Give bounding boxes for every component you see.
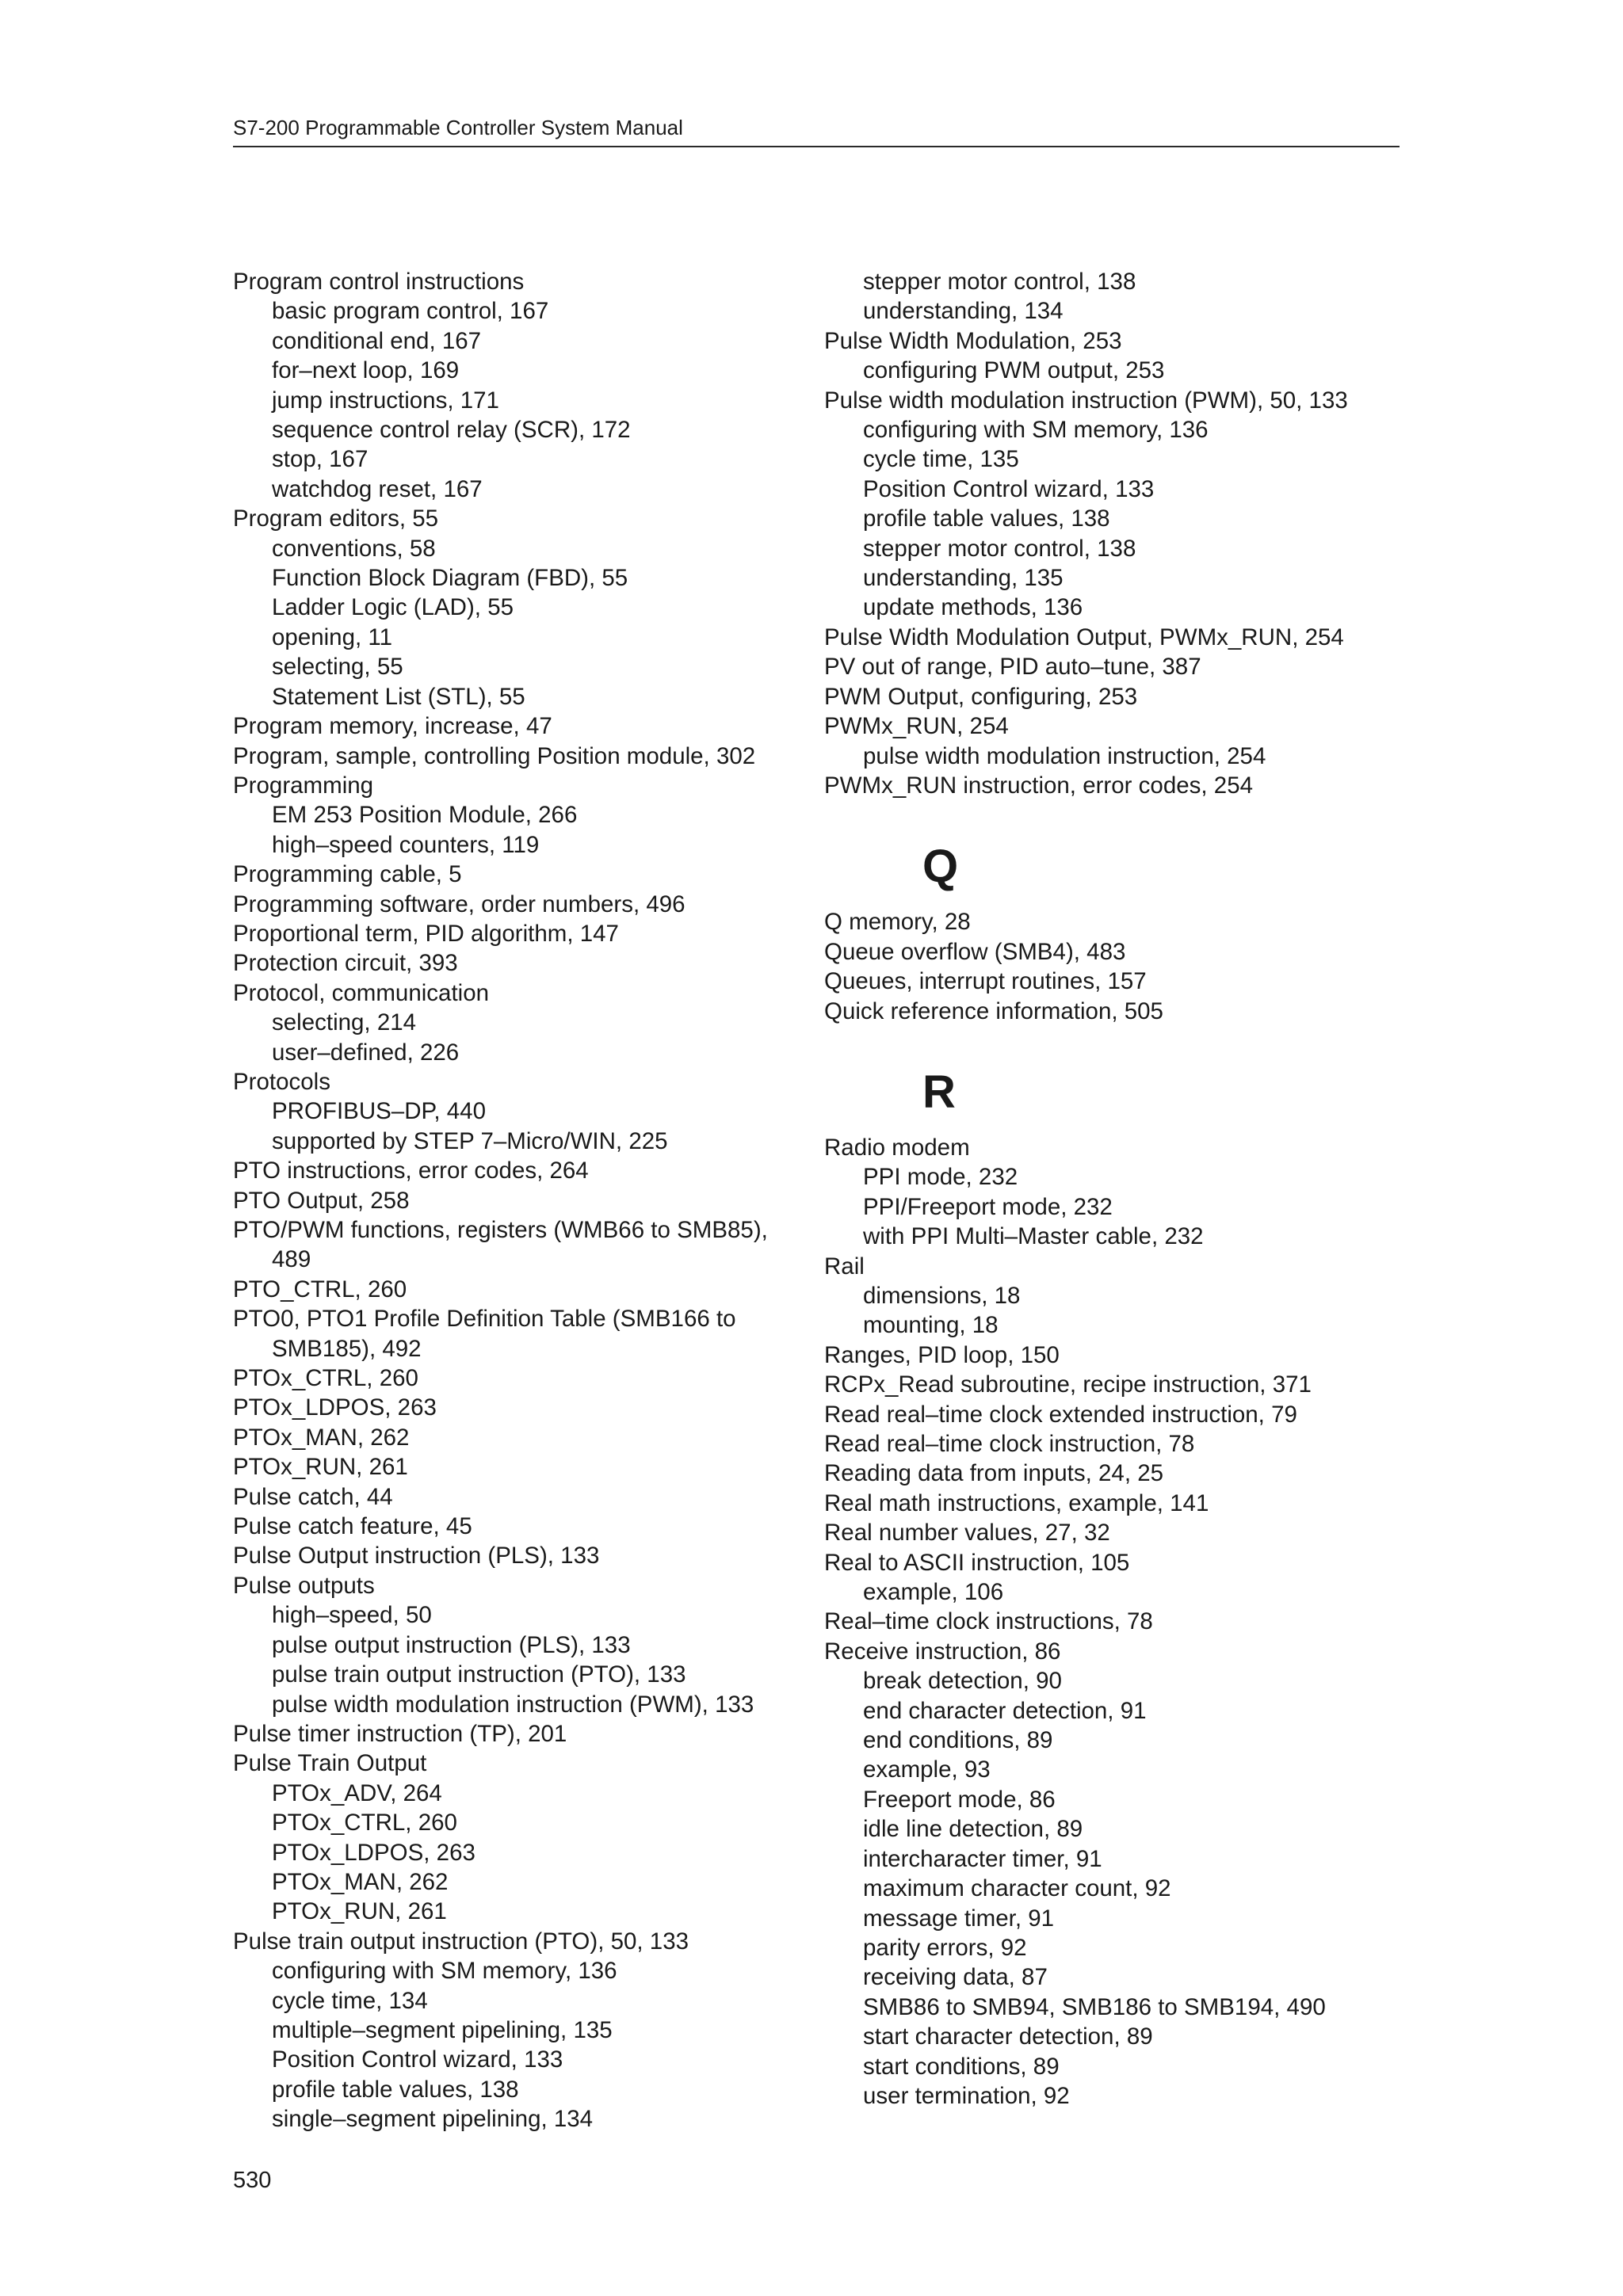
index-entry-continuation: 489 (272, 1246, 311, 1273)
index-entry: Program control instructions (233, 269, 525, 295)
index-subentry: understanding, 135 (863, 565, 1064, 592)
index-entry: RCPx_Read subroutine, recipe instruction, 371 (824, 1371, 1312, 1398)
index-subentry: dimensions, 18 (863, 1282, 1021, 1309)
index-entry: Pulse Width Modulation Output, PWMx_RUN, 254 (824, 624, 1344, 650)
index-subentry: profile table values, 138 (272, 2076, 519, 2103)
index-entry: Pulse width modulation instruction (PWM), 50, 133 (824, 387, 1348, 414)
index-subentry: PROFIBUS–DP, 440 (272, 1098, 486, 1125)
index-entry: Real to ASCII instruction, 105 (824, 1549, 1130, 1576)
index-entry: PWMx_RUN instruction, error codes, 254 (824, 772, 1254, 799)
index-entry: Receive instruction, 86 (824, 1638, 1061, 1665)
index-subentry: pulse train output instruction (PTO), 133 (272, 1661, 686, 1688)
index-subentry: PTOx_MAN, 262 (272, 1868, 449, 1895)
index-subentry: configuring PWM output, 253 (863, 357, 1165, 384)
index-subentry: user termination, 92 (863, 2082, 1070, 2109)
index-entry: Q memory, 28 (824, 909, 971, 936)
index-subentry: intercharacter timer, 91 (863, 1845, 1102, 1872)
index-subentry: Ladder Logic (LAD), 55 (272, 594, 514, 621)
index-subentry: cycle time, 135 (863, 446, 1019, 473)
index-subentry: maximum character count, 92 (863, 1875, 1171, 1902)
index-entry: Program, sample, controlling Position module, 302 (233, 742, 756, 769)
index-entry: Programming (233, 772, 374, 799)
index-subentry: conventions, 58 (272, 535, 436, 562)
index-entry: Protocols (233, 1068, 330, 1095)
index-subentry: high–speed counters, 119 (272, 831, 540, 858)
index-subentry: Function Block Diagram (FBD), 55 (272, 565, 628, 592)
index-group-q (824, 907, 1411, 1026)
index-entry-continuation: SMB185), 492 (272, 1335, 422, 1362)
index-subentry: PTOx_CTRL, 260 (272, 1810, 457, 1836)
index-subentry: watchdog reset, 167 (272, 475, 483, 502)
index-subentry: message timer, 91 (863, 1905, 1055, 1932)
index-entry: Ranges, PID loop, 150 (824, 1341, 1060, 1368)
index-entry: Read real–time clock instruction, 78 (824, 1431, 1195, 1457)
index-subentry: PPI/Freeport mode, 232 (863, 1193, 1113, 1220)
index-entry: PWMx_RUN, 254 (824, 713, 1009, 740)
index-entry: PTO_CTRL, 260 (233, 1276, 407, 1302)
index-subentry: stepper motor control, 138 (863, 535, 1136, 562)
index-subentry: PPI mode, 232 (863, 1164, 1018, 1191)
index-subentry: user–defined, 226 (272, 1039, 460, 1066)
index-group-p-continued (824, 267, 1411, 800)
index-subentry: PTOx_LDPOS, 263 (272, 1839, 475, 1866)
index-entry: PTO Output, 258 (233, 1187, 410, 1214)
index-subentry: profile table values, 138 (863, 505, 1110, 532)
index-entry: Queue overflow (SMB4), 483 (824, 938, 1126, 965)
index-entry: PTO0, PTO1 Profile Definition Table (SMB166 to (233, 1306, 736, 1333)
index-subentry: receiving data, 87 (863, 1964, 1048, 1991)
page-number: 530 (233, 2168, 272, 2193)
index-subentry: start character detection, 89 (863, 2023, 1153, 2050)
index-subentry: stepper motor control, 138 (863, 269, 1136, 295)
index-subentry: Statement List (STL), 55 (272, 683, 525, 710)
index-subentry: pulse output instruction (PLS), 133 (272, 1631, 631, 1658)
index-entry: Queues, interrupt routines, 157 (824, 968, 1147, 995)
index-entry: Pulse Width Modulation, 253 (824, 327, 1122, 354)
index-subentry: pulse width modulation instruction, 254 (863, 742, 1266, 769)
index-subentry: selecting, 214 (272, 1009, 417, 1036)
index-subentry: configuring with SM memory, 136 (863, 417, 1209, 444)
index-entry: Read real–time clock extended instruction, 79 (824, 1401, 1297, 1428)
index-group-r (824, 1133, 1411, 2111)
index-entry: Pulse Train Output (233, 1750, 427, 1777)
section-letter-q: Q (922, 841, 959, 893)
index-subentry: for–next loop, 169 (272, 357, 460, 384)
index-subentry: parity errors, 92 (863, 1934, 1027, 1961)
index-entry: Pulse timer instruction (TP), 201 (233, 1720, 567, 1747)
index-entry: PTO instructions, error codes, 264 (233, 1158, 589, 1184)
index-subentry: supported by STEP 7–Micro/WIN, 225 (272, 1127, 668, 1154)
index-entry: Program memory, increase, 47 (233, 713, 552, 740)
index-subentry: example, 93 (863, 1756, 991, 1783)
index-subentry: PTOx_ADV, 264 (272, 1779, 442, 1806)
index-entry: Pulse catch feature, 45 (233, 1513, 472, 1540)
index-entry: Real number values, 27, 32 (824, 1520, 1110, 1547)
index-entry: PWM Output, configuring, 253 (824, 683, 1138, 710)
index-entry: Protection circuit, 393 (233, 950, 458, 977)
index-subentry: Position Control wizard, 133 (863, 475, 1155, 502)
index-entry: Programming cable, 5 (233, 861, 462, 888)
index-entry: Rail (824, 1253, 865, 1280)
index-subentry: basic program control, 167 (272, 298, 549, 325)
index-entry: Pulse train output instruction (PTO), 50, 133 (233, 1928, 689, 1955)
index-subentry: mounting, 18 (863, 1312, 999, 1339)
index-subentry: conditional end, 167 (272, 327, 482, 354)
index-entry: Programming software, order numbers, 496 (233, 891, 685, 917)
section-letter-r: R (922, 1066, 956, 1118)
index-subentry: pulse width modulation instruction (PWM), 133 (272, 1691, 754, 1718)
index-entry: Pulse catch, 44 (233, 1483, 393, 1510)
index-entry: PTOx_MAN, 262 (233, 1424, 410, 1451)
index-entry: Radio modem (824, 1134, 970, 1161)
index-subentry: configuring with SM memory, 136 (272, 1958, 617, 1985)
index-subentry: end character detection, 91 (863, 1697, 1147, 1724)
index-entry: Real–time clock instructions, 78 (824, 1608, 1153, 1635)
index-entry: PTO/PWM functions, registers (WMB66 to SMB85), (233, 1217, 768, 1243)
document-title: S7-200 Programmable Controller System Manual (233, 116, 683, 139)
index-subentry: update methods, 136 (863, 594, 1083, 621)
index-subentry: stop, 167 (272, 446, 369, 473)
index-subentry: multiple–segment pipelining, 135 (272, 2016, 613, 2043)
index-subentry: SMB86 to SMB94, SMB186 to SMB194, 490 (863, 1993, 1326, 2020)
index-entry: Program editors, 55 (233, 505, 439, 532)
index-subentry: end conditions, 89 (863, 1727, 1053, 1754)
index-entry: Pulse outputs (233, 1572, 375, 1599)
index-subentry: idle line detection, 89 (863, 1816, 1083, 1843)
index-entry: PTOx_CTRL, 260 (233, 1365, 418, 1392)
index-entry: Reading data from inputs, 24, 25 (824, 1460, 1164, 1487)
index-subentry: cycle time, 134 (272, 1987, 428, 2014)
index-entry: Pulse Output instruction (PLS), 133 (233, 1543, 600, 1569)
index-subentry: opening, 11 (272, 624, 393, 650)
index-subentry: Freeport mode, 86 (863, 1786, 1056, 1813)
running-header (233, 116, 1400, 147)
index-subentry: jump instructions, 171 (272, 387, 499, 414)
index-subentry: start conditions, 89 (863, 2053, 1060, 2080)
index-subentry: sequence control relay (SCR), 172 (272, 417, 631, 444)
index-entry: Quick reference information, 505 (824, 997, 1163, 1024)
index-subentry: break detection, 90 (863, 1668, 1062, 1695)
index-subentry: selecting, 55 (272, 654, 403, 681)
index-entry: PTOx_RUN, 261 (233, 1454, 408, 1481)
index-subentry: Position Control wizard, 133 (272, 2046, 563, 2073)
index-subentry: understanding, 134 (863, 298, 1064, 325)
index-subentry: PTOx_RUN, 261 (272, 1898, 447, 1925)
index-entry: Protocol, communication (233, 979, 490, 1006)
index-subentry: EM 253 Position Module, 266 (272, 802, 578, 829)
index-entry: Real math instructions, example, 141 (824, 1489, 1209, 1516)
index-entry: Proportional term, PID algorithm, 147 (233, 920, 619, 947)
index-subentry: example, 106 (863, 1579, 1004, 1606)
index-column-left (233, 267, 804, 2134)
index-subentry: single–segment pipelining, 134 (272, 2106, 594, 2133)
index-subentry: with PPI Multi–Master cable, 232 (863, 1223, 1204, 1250)
index-column-right (824, 267, 1411, 2111)
index-subentry: high–speed, 50 (272, 1602, 432, 1629)
index-entry: PTOx_LDPOS, 263 (233, 1394, 437, 1421)
index-entry: PV out of range, PID auto–tune, 387 (824, 654, 1201, 681)
